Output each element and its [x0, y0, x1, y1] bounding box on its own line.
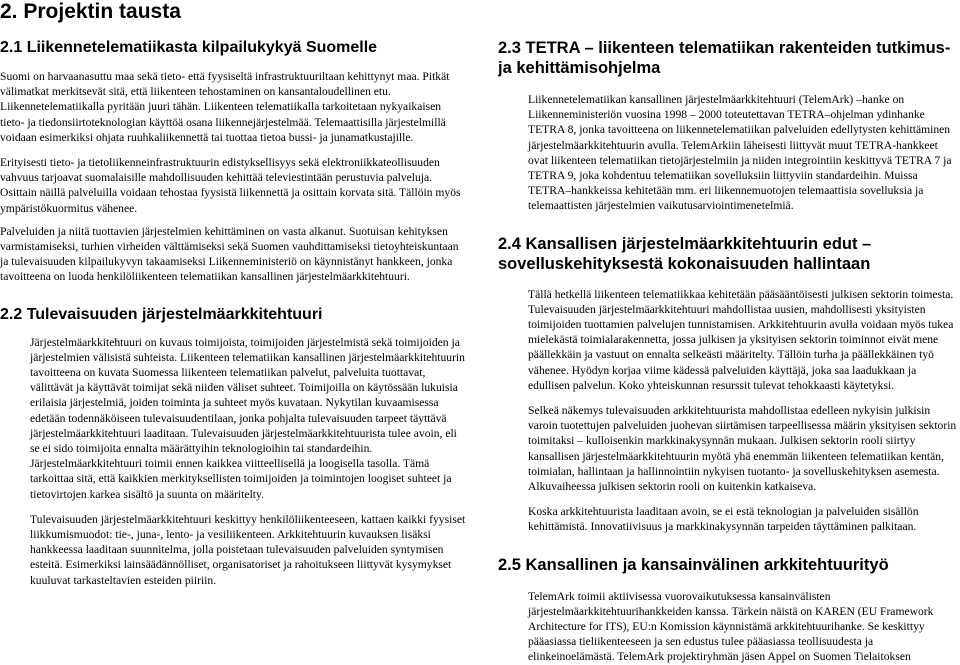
- left-column: [0, 38, 466, 588]
- section-2-5-paragraph-1: TelemArk toimii aktiivisessa vuorovaikutuksessa kansainvälisten järjestelmäarkkitehtuurihankkeiden kanssa. Tärkein näistä on KAREN (EU Framework Architecture for ITS), EU:n Komission käynnistämä arkkitehtuurihanke. Se keskittyy pääasiassa tieliikenteeseen ja sen edustus tulee pääasiassa teollisuudesta ja elinkeinoelämästä. TelemArk projektiryhmän jäsen Appel on Suomen Tielaitoksen: [528, 589, 934, 664]
- right-column: [498, 38, 960, 665]
- section-2-4-paragraph-1: Tällä hetkellä liikenteen telematiikkaa kehitetään pääsääntöisesti julkisen sektorin toimesta. Tulevaisuuden järjestelmäarkkitehtuuri mahdollistaa uusien, mahdollisesti yksityisten toimijoiden tuottamien palvelujen tunnistamisen. Arkkitehtuurin avulla voidaan myös tukea mielekästä toimialarakennetta, jossa julkisen ja yksityisen sektorin toiminnot eivät mene päällekkäin ja vastuut on ennalta selkeästi määritelty. Tällöin turha ja päällekkäinen työ vähenee. Hyödyn korjaa viime kädessä palveluiden käyttäjä, joka saa laadukkaan ja edullisen palvelun. Koko yhteiskunnan resurssit tulevat tehokkaasti käytetyksi.: [528, 287, 954, 392]
- section-2-3-heading: 2.3 TETRA – liikenteen telematiikan rakenteiden tutkimus- ja kehittämisohjelma: [498, 39, 951, 77]
- section-2-2-paragraph-1: Järjestelmäarkkitehtuuri on kuvaus toimijoista, toimijoiden järjestelmistä sekä toimijoiden ja järjestelmien välisistä suhteista. Liikenteen telematiikan kansallinen järjestelmäarkkitehtuurin tavoitteena on kuvata Suomessa liikenteen telematiikan palvelut, palveluita tuottavat, välittävät ja käyttävät toimijat sekä niiden väliset suhteet. Toimijoilla on käytössään lukuisia erilaisia järjestelmiä, joiden toiminta ja suhteet myös kuvataan. Nykytilan kuvaamisessa edetään todennäköiseen tulevaisuudentilaan, jonka pohjalta tulevaisuuden tarpeet täyttävä järjestelmäarkkitehtuuri laaditaan. Tulevaisuuden järjestelmäarkkitehtuurista tulee avoin, eli se ei sido toimijoita ennalta määrättyihin teknologioihin tai standardeihin. Järjestelmäarkkitehtuuri toimii ennen kaikkea viitteellisellä ja loogisella tasolla. Tämä tarkoittaa sitä, että kaikkien merkityksellisten toimijoiden ja toimintojen loogiset suhteet ja tietovirtojen karkea sisältö ja suunta on määritelty.: [30, 335, 465, 501]
- section-2-1-paragraph-3: Palveluiden ja niitä tuottavien järjestelmien kehittäminen on vasta alkanut. Suotuisan kehityksen varmistamiseksi, turhien virheiden välttämiseksi sekä Suomen vauhdittamiseksi tietoyhteiskuntaan ja tulevaisuuden kilpailukyvyn takaamiseksi Liikenneministeriö on käynnistänyt hankkeen, jonka tavoitteena on luoda henkilöliikenteen telematiikan kansallinen järjestelmäarkkitehtuuri.: [0, 224, 459, 284]
- page-title: 2. Projektin tausta: [0, 0, 181, 23]
- section-2-4-paragraph-3: Koska arkkitehtuurista laaditaan avoin, se ei estä teknologian ja palveluiden sisällön kehittämistä. Innovatiivisuus ja markkinakysynnän tarpeiden täyttäminen palkitaan.: [528, 505, 919, 534]
- section-2-1-heading: 2.1 Liikennetelematiikasta kilpailukykyä Suomelle: [0, 39, 378, 56]
- section-2-4-heading: 2.4 Kansallisen järjestelmäarkkitehtuurin edut – sovelluskehityksestä kokonaisuuden hallintaan: [498, 234, 872, 273]
- section-2-1-paragraph-2: Erityisesti tieto- ja tietoliikenneinfrastruktuurin edistyksellisyys sekä elektroniikkateollisuuden vahvuus tarjoavat suomalaisille mahdollisuuden kehittää televiestintään perustuvia palveluja. Osittain näillä palveluilla voidaan tehostaa fyysistä liikennettä ja osittain korvata sitä. Tällöin myös ympäristökuormitus vähenee.: [0, 156, 461, 215]
- section-2-2-paragraph-2: Tulevaisuuden järjestelmäarkkitehtuuri keskittyy henkilöliikenteeseen, kattaen kaikki fyysiset liikkumismuodot: tie-, juna-, lento- ja vesiliikenteen. Arkkitehtuurin kuvauksen lisäksi hankkeessa laaditaan suunnitelma, jolla poistetaan tulevaisuuden palveluiden syntymisen esteitä. Esimerkiksi lainsäädännölliset, organisatoriset ja rahoitukseen liittyvät kysymykset kuuluvat tarkasteltavien esteiden piiriin.: [30, 512, 466, 587]
- section-2-5-heading: 2.5 Kansallinen ja kansainvälinen arkkitehtuurityö: [498, 555, 889, 574]
- section-2-4-paragraph-2: Selkeä näkemys tulevaisuuden arkkitehtuurista mahdollistaa edelleen nykyisin julkisin varoin tuotettujen palveluiden juohevan siirtämisen tarpeellisessa määrin yksityisen sektorin toimitaksi – kulloisenkin markkinakysynnän mukaan. Julkisen sektorin rooli siirtyy kansallisen järjestelmäarkkitehtuurin myötä yhä enemmän liikenteen telematiikan kentän, toimialan, hallintaan ja hallinnointiin nykyisen tuotanto- ja sovelluskehityksen asemesta. Alkuvaiheessa julkisen sektorin rooli on kuitenkin katkaiseva.: [528, 404, 957, 494]
- section-2-3-paragraph-1: Liikennetelematiikan kansallinen järjestelmäarkkitehtuuri (TelemArk) –hanke on Liikenneministeriön vuosina 1998 – 2000 toteutettavan TETRA–ohjelman ydinhanke TETRA 8, jonka tavoitteena on liikennetelematiikan palveluiden edellytysten kehittäminen järjestelmäarkkitehtuurin avulla. TelemArkiin läheisesti liittyvät muut TETRA-hankkeet ovat liikenteen telematiikan tietojärjestelmiin ja niiden integrointiin keskittyvä TETRA 7 ja TETRA 9, joka kohdentuu telematiikan sovelluksiin liittyviin standardeihin. Muissa TETRA–hankkeissa kehitetään mm. eri liikennemuotojen telemaattisia sovelluksia ja telemaattisten järjestelmien vaikutusarviointimenetelmiä.: [528, 93, 952, 213]
- section-2-1-paragraph-1: Suomi on harvaanasuttu maa sekä tieto- että fyysiseltä infrastruktuuriltaan kehittynyt maa. Pitkät välimatkat merkitsevät sitä, että liikenteen tehostaminen on kansantaloudellinen etu. Liikennetelematiikalla pyritään juuri tähän. Liikenteen telematiikalla tarkoitetaan nykyaikaisen tieto- ja tiedonsiirtoteknologian käyttöä osana liikennejärjestelmää. Telemaattisilla järjestelmillä voidaan esimerkiksi ohjata ruuhkaliikennettä tai tuottaa tietoa bussi- ja junamatkustajille.: [0, 70, 450, 144]
- section-2-2-heading: 2.2 Tulevaisuuden järjestelmäarkkitehtuuri: [0, 305, 323, 323]
